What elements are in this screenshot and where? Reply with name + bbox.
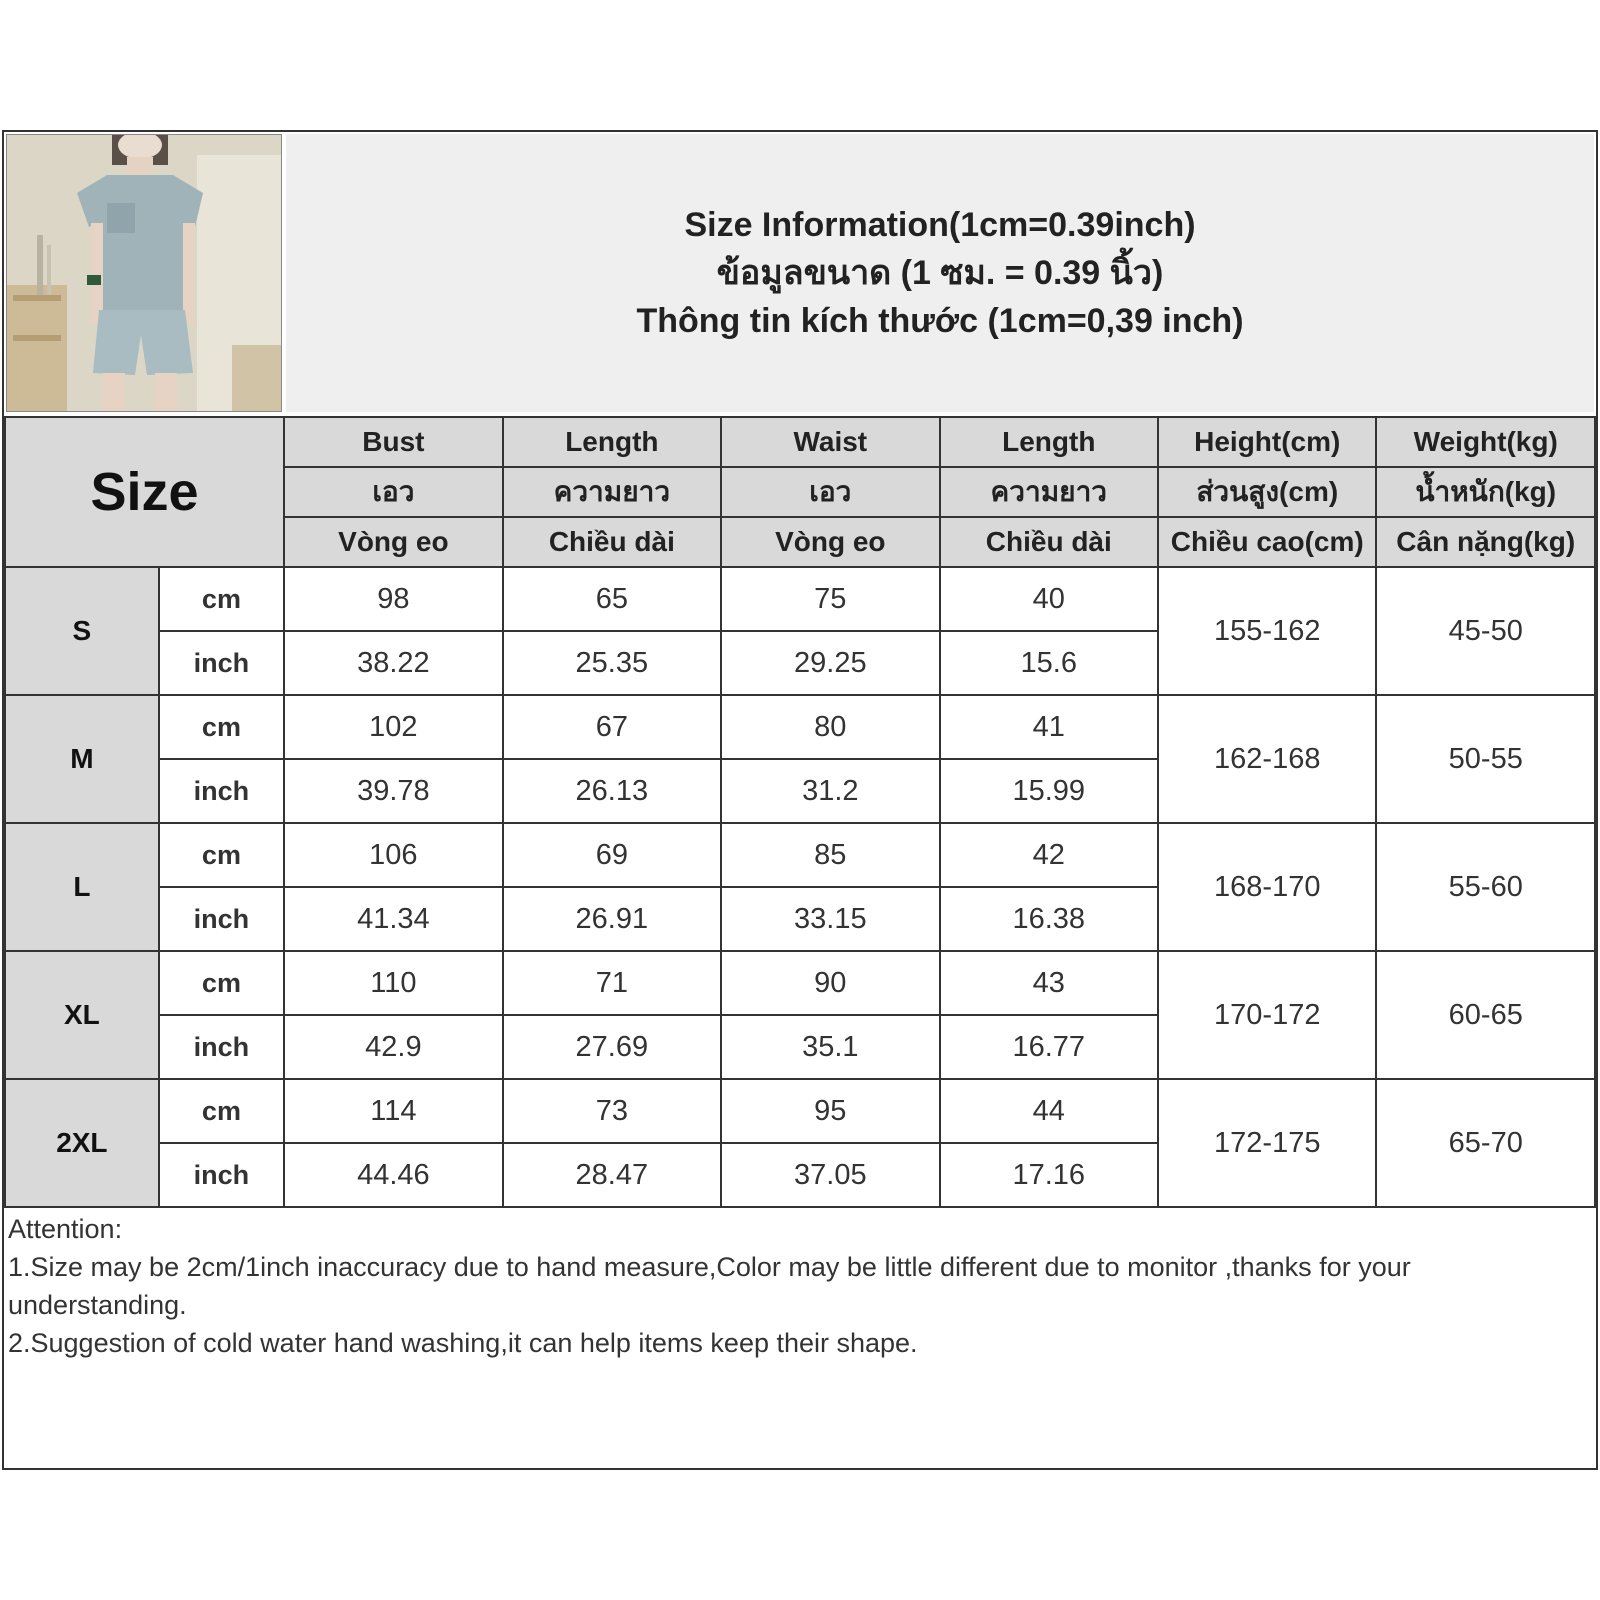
cell-waist-cm: 95 (721, 1079, 939, 1143)
cell-length2-cm: 42 (940, 823, 1158, 887)
cell-waist-inch: 33.15 (721, 887, 939, 951)
table-row (5, 1079, 1595, 1143)
table-row (5, 823, 1595, 887)
cell-waist-cm: 80 (721, 695, 939, 759)
col-weight-en: Weight(kg) (1376, 417, 1595, 467)
cell-height: 162-168 (1158, 695, 1376, 823)
cell-bust-cm: 110 (284, 951, 502, 1015)
cell-weight: 50-55 (1376, 695, 1595, 823)
cell-bust-cm: 114 (284, 1079, 502, 1143)
col-height-th: ส่วนสูง(cm) (1158, 467, 1376, 517)
table-row (5, 951, 1595, 1015)
size-label: 2XL (5, 1079, 159, 1207)
size-label: L (5, 823, 159, 951)
title-thai: ข้อมูลขนาด (1 ซม. = 0.39 นิ้ว) (716, 254, 1164, 292)
col-bust-en: Bust (284, 417, 502, 467)
attention-notes (8, 1210, 1588, 1362)
cell-height: 172-175 (1158, 1079, 1376, 1207)
col-waist-th: เอว (721, 467, 939, 517)
cell-length-cm: 71 (503, 951, 721, 1015)
col-length-th: ความยาว (503, 467, 721, 517)
col-length-vi: Chiều dài (503, 517, 721, 567)
cell-length-inch: 26.91 (503, 887, 721, 951)
product-photo-illustration (7, 135, 281, 411)
cell-waist-inch: 29.25 (721, 631, 939, 695)
cell-waist-cm: 85 (721, 823, 939, 887)
cell-length-cm: 67 (503, 695, 721, 759)
cell-length2-cm: 44 (940, 1079, 1158, 1143)
cell-length-cm: 65 (503, 567, 721, 631)
attention-note-1: 1.Size may be 2cm/1inch inaccuracy due to hand measure,Color may be little different due to monitor ,thanks for your understanding. (8, 1252, 1411, 1320)
cell-bust-cm: 98 (284, 567, 502, 631)
cell-height: 170-172 (1158, 951, 1376, 1079)
cell-length2-cm: 40 (940, 567, 1158, 631)
title-vietnamese: Thông tin kích thước (1cm=0,39 inch) (636, 302, 1244, 340)
col-weight-th: น้ำหนัก(kg) (1376, 467, 1595, 517)
col-waist-en: Waist (721, 417, 939, 467)
unit-label: cm (159, 1079, 284, 1143)
cell-weight: 55-60 (1376, 823, 1595, 951)
unit-label: inch (159, 759, 284, 823)
col-bust-th: เอว (284, 467, 502, 517)
cell-length-inch: 26.13 (503, 759, 721, 823)
cell-length-inch: 27.69 (503, 1015, 721, 1079)
unit-label: inch (159, 887, 284, 951)
table-row (5, 567, 1595, 631)
cell-length2-cm: 41 (940, 695, 1158, 759)
col-length2-en: Length (940, 417, 1158, 467)
cell-weight: 45-50 (1376, 567, 1595, 695)
cell-bust-inch: 38.22 (284, 631, 502, 695)
unit-label: inch (159, 631, 284, 695)
col-height-vi: Chiều cao(cm) (1158, 517, 1376, 567)
cell-bust-inch: 44.46 (284, 1143, 502, 1207)
cell-length-cm: 69 (503, 823, 721, 887)
cell-waist-inch: 31.2 (721, 759, 939, 823)
size-header: Size (5, 417, 284, 567)
cell-bust-inch: 39.78 (284, 759, 502, 823)
unit-label: inch (159, 1015, 284, 1079)
col-length2-vi: Chiều dài (940, 517, 1158, 567)
attention-note-2: 2.Suggestion of cold water hand washing,it can help items keep their shape. (8, 1328, 918, 1358)
cell-waist-inch: 37.05 (721, 1143, 939, 1207)
size-label: M (5, 695, 159, 823)
size-label: S (5, 567, 159, 695)
unit-label: inch (159, 1143, 284, 1207)
col-length2-th: ความยาว (940, 467, 1158, 517)
cell-weight: 65-70 (1376, 1079, 1595, 1207)
attention-heading: Attention: (8, 1214, 123, 1244)
unit-label: cm (159, 823, 284, 887)
cell-length2-inch: 17.16 (940, 1143, 1158, 1207)
cell-bust-inch: 42.9 (284, 1015, 502, 1079)
cell-length-cm: 73 (503, 1079, 721, 1143)
product-photo (6, 134, 282, 412)
unit-label: cm (159, 695, 284, 759)
cell-waist-cm: 75 (721, 567, 939, 631)
table-row (5, 695, 1595, 759)
size-label: XL (5, 951, 159, 1079)
col-length-en: Length (503, 417, 721, 467)
title-english: Size Information(1cm=0.39inch) (684, 206, 1196, 244)
size-chart-sheet (2, 130, 1598, 1470)
col-height-en: Height(cm) (1158, 417, 1376, 467)
cell-bust-inch: 41.34 (284, 887, 502, 951)
cell-height: 168-170 (1158, 823, 1376, 951)
unit-label: cm (159, 567, 284, 631)
size-info-title (286, 134, 1594, 412)
cell-length2-cm: 43 (940, 951, 1158, 1015)
cell-height: 155-162 (1158, 567, 1376, 695)
size-table (4, 416, 1596, 1208)
cell-length2-inch: 16.38 (940, 887, 1158, 951)
cell-bust-cm: 102 (284, 695, 502, 759)
cell-length-inch: 28.47 (503, 1143, 721, 1207)
col-bust-vi: Vòng eo (284, 517, 502, 567)
unit-label: cm (159, 951, 284, 1015)
cell-length2-inch: 16.77 (940, 1015, 1158, 1079)
col-waist-vi: Vòng eo (721, 517, 939, 567)
cell-length2-inch: 15.99 (940, 759, 1158, 823)
cell-waist-cm: 90 (721, 951, 939, 1015)
cell-bust-cm: 106 (284, 823, 502, 887)
cell-waist-inch: 35.1 (721, 1015, 939, 1079)
cell-length-inch: 25.35 (503, 631, 721, 695)
cell-weight: 60-65 (1376, 951, 1595, 1079)
col-weight-vi: Cân nặng(kg) (1376, 517, 1595, 567)
cell-length2-inch: 15.6 (940, 631, 1158, 695)
